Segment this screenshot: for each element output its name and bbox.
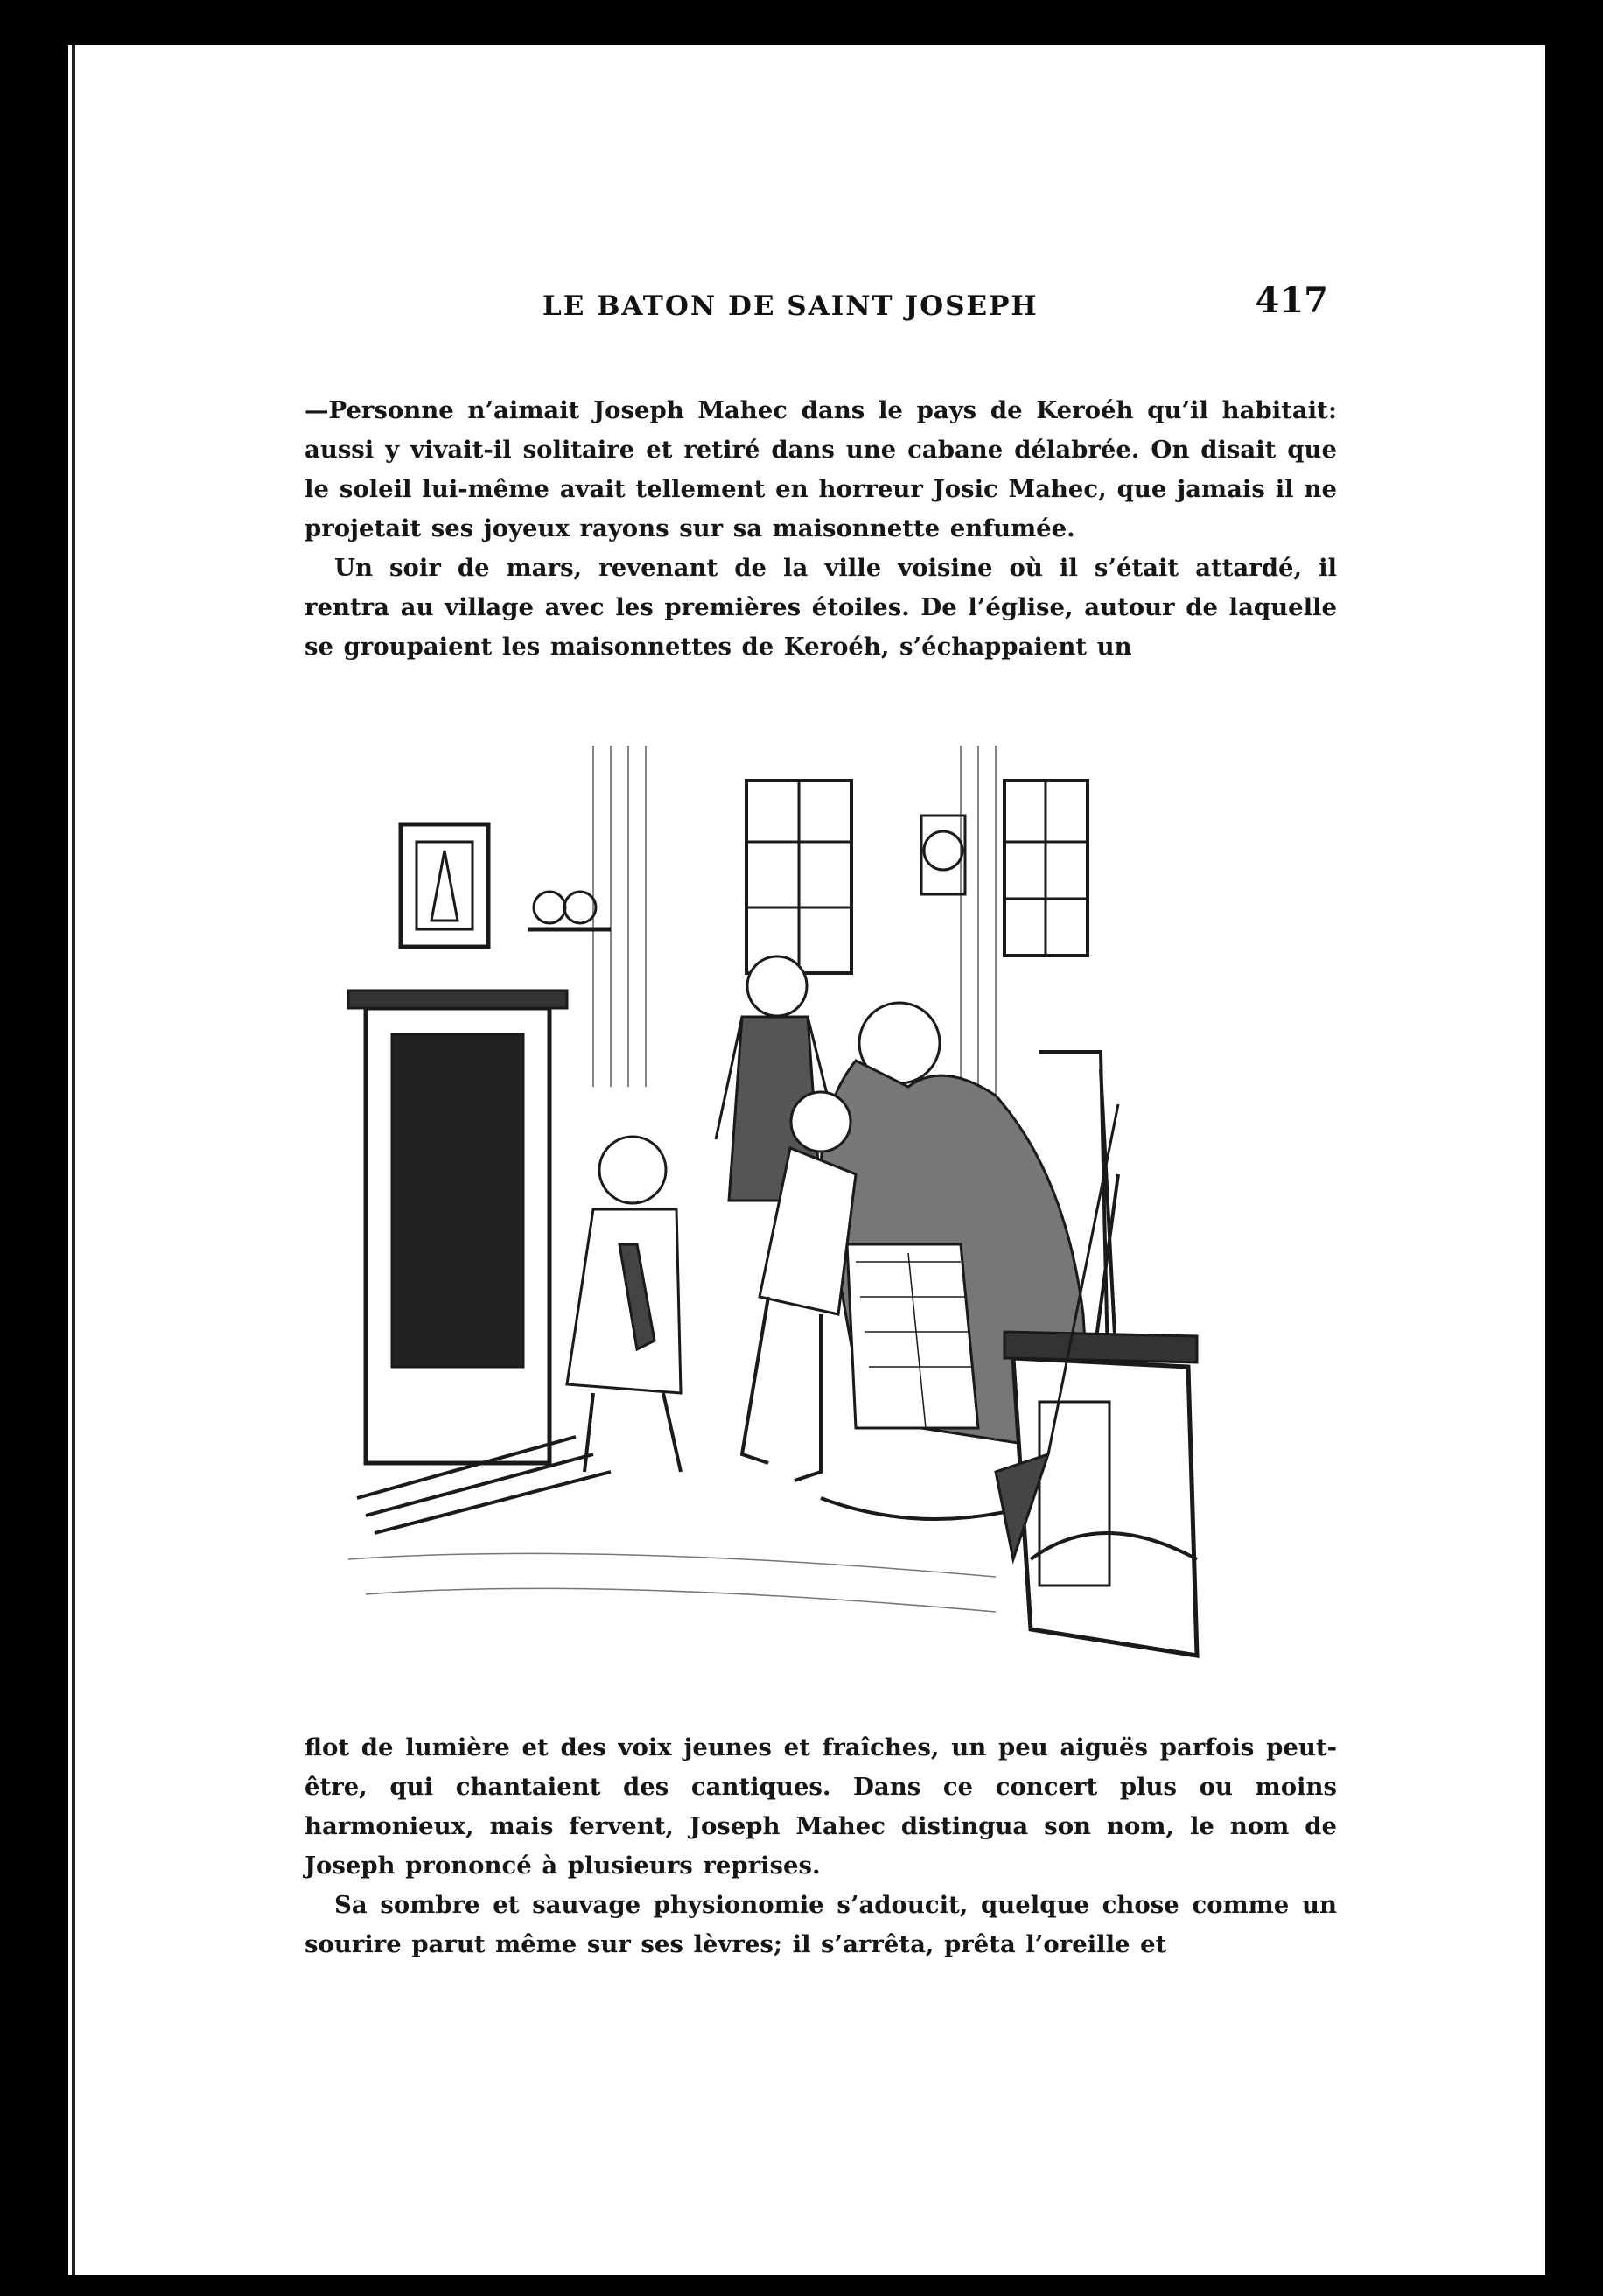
text-block-bottom — [304, 1728, 1337, 1964]
book-page — [68, 46, 1545, 2275]
window-right — [921, 780, 1088, 956]
paragraph: Un soir de mars, revenant de la ville voisine où il s’était attardé, il rentra au village avec les premières étoiles. De l’église, autour de laquelle se groupaient les maisonnettes de Keroéh, s’échappaient un — [304, 554, 1337, 661]
window-left — [746, 780, 851, 973]
page-gutter-edge — [72, 46, 75, 2275]
page-number: 417 — [1255, 280, 1328, 321]
running-head — [542, 271, 1328, 341]
paragraph: Sa sombre et sauvage physionomie s’adoucit, quelque chose comme un sourire parut même sur ses lèvres; il s’arrêta, prêta l’oreille et — [304, 1891, 1337, 1958]
running-title: LE BATON DE SAINT JOSEPH — [542, 290, 1039, 322]
text-block-top — [304, 391, 1337, 667]
wall-shelf — [528, 892, 611, 929]
fireplace — [348, 990, 611, 1533]
figure-little-girl — [567, 1137, 681, 1472]
wall-picture — [401, 824, 488, 947]
engraving-svg — [331, 684, 1328, 1682]
paragraph: flot de lumière et des voix jeunes et fraîches, un peu aiguës parfois peut-être, qui chantaient des cantiques. Dans ce concert plus ou moins harmonieux, mais fervent, Joseph Mahec distingua son nom, le nom de Joseph prononcé à plusieurs reprises. — [304, 1733, 1337, 1880]
illustration-engraving — [331, 684, 1328, 1682]
floor-hatching — [348, 1553, 996, 1612]
paragraph: —Personne n’aimait Joseph Mahec dans le pays de Keroéh qu’il habitait: aussi y vivait-il solitaire et retiré dans une cabane délabrée. On disait que le soleil lui-même avait tellement en horreur Josic Mahec, que jamais il ne projetait ses joyeux rayons sur sa maisonnette enfumée. — [304, 396, 1337, 542]
